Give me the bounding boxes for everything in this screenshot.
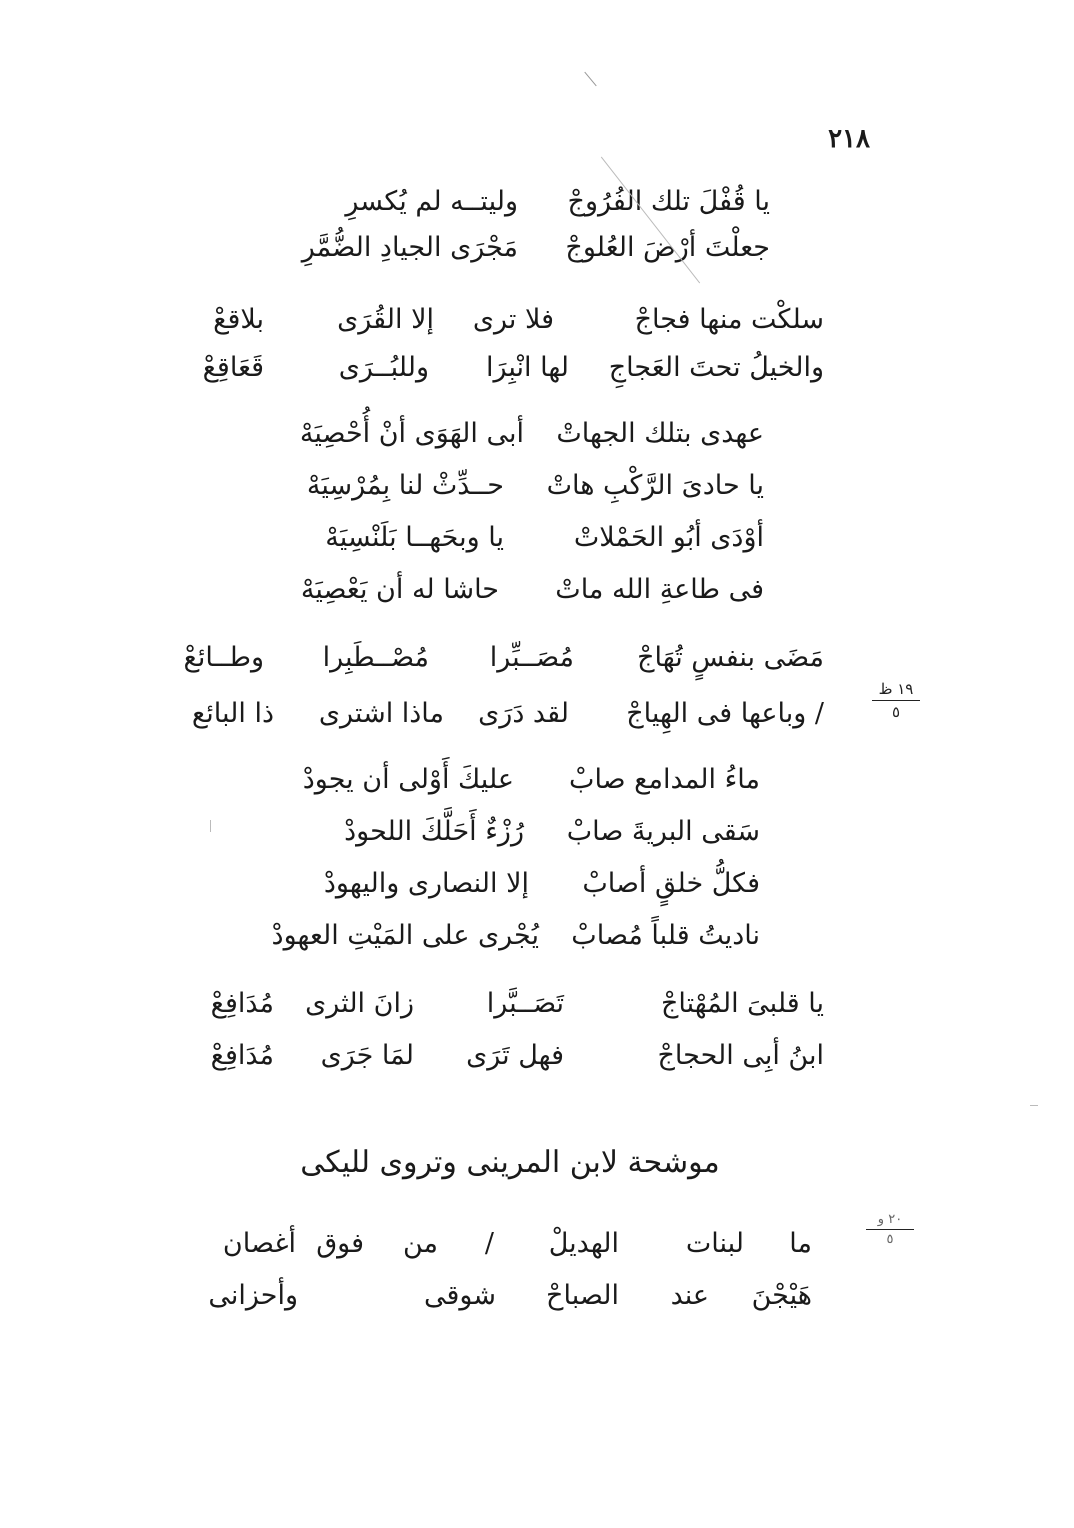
verse-first-half: ناديتُ قلباً مُصابْ <box>571 920 760 951</box>
verse-word: من <box>402 1228 438 1259</box>
verse-first-half: عهدى بتلك الجهاتْ <box>556 418 764 449</box>
margin-note-rule <box>866 1229 914 1230</box>
verse-part: مَضَى بنفسٍ تُهَاجْ <box>637 642 824 673</box>
verse-second-half: وليتــه لم يُكسرِ <box>345 186 518 217</box>
verse-line <box>0 568 1074 612</box>
verse-word: / <box>484 1228 494 1259</box>
verse-first-half: يا حادىَ الرَّكْبِ هاتْ <box>546 470 764 501</box>
verse-part: مُدَافِعْ <box>210 988 274 1019</box>
verse-part: يا قلبىَ المُهْتاجْ <box>661 988 824 1019</box>
verse-second-half: إلا النصارى واليهودْ <box>323 868 529 899</box>
margin-note-bottom: ٥ <box>886 1232 894 1247</box>
verse-part: مُدَافِعْ <box>210 1040 274 1071</box>
verse-line <box>0 412 1074 456</box>
verse-part: ماذا اشترى <box>318 698 444 729</box>
verse-word: أغصان <box>222 1228 296 1259</box>
margin-note-top: ١٩ ظ <box>878 680 914 698</box>
scan-mark <box>210 820 211 832</box>
verse-second-half: يا وبحَهــا بَلَنْسِيَهْ <box>325 522 504 553</box>
verse-line <box>0 226 1074 270</box>
verse-first-half: فكلُّ خلقٍ أصابْ <box>582 868 760 899</box>
section-heading: موشحة لابن المرينى وتروى لليكى <box>300 1145 720 1180</box>
verse-second-half: عليكَ أَوْلى أن يجودْ <box>302 764 514 795</box>
margin-folio-note <box>866 680 926 721</box>
verse-second-half: أبى الهَوَى أنْ أُحْصِيَهْ <box>299 418 524 449</box>
verse-line <box>0 810 1074 854</box>
verse-first-half: يا قُفْلَ تلك الفُرُوجْ <box>567 186 770 217</box>
verse-part: لمَا جَرَى <box>320 1040 414 1071</box>
verse-second-half: حــدِّثْ لنا بِمُرْسِيَهْ <box>306 470 504 501</box>
verse-word: ما <box>789 1228 812 1259</box>
verse-part: فلا ترى <box>472 304 554 335</box>
verse-word: وأحزانى <box>208 1280 298 1311</box>
verse-word: عند <box>670 1280 709 1311</box>
verse-first-half: جعلْتَ أرْضَ العُلوجْ <box>565 232 770 263</box>
scan-mark <box>584 72 596 86</box>
verse-first-half: فى طاعةِ الله ماتْ <box>555 574 764 605</box>
verse-line <box>0 1274 1074 1318</box>
verse-line <box>0 914 1074 958</box>
verse-first-half: أوْدَى أبُو الحَمْلاتْ <box>573 522 764 553</box>
verse-line <box>0 346 1074 390</box>
verse-part: وطــائعْ <box>183 642 264 673</box>
verse-word: فوق <box>316 1228 364 1259</box>
verse-line <box>0 464 1074 508</box>
verse-word: شوقى <box>424 1280 496 1311</box>
verse-part: إلا القُرَى <box>337 304 434 335</box>
verse-line <box>0 758 1074 802</box>
margin-note-bottom: ٥ <box>891 703 901 721</box>
verse-line <box>0 180 1074 224</box>
margin-note-top: ٢٠ و <box>877 1212 903 1227</box>
verse-second-half: مَجْرَى الجيادِ الضُّمَّرِ <box>301 232 518 263</box>
verse-part: / وباعها فى الهِياجْ <box>626 698 824 729</box>
verse-line <box>0 862 1074 906</box>
verse-part: مُصْــطَبِرا <box>322 642 429 673</box>
verse-line <box>0 516 1074 560</box>
verse-part: والخيلُ تحتَ العَجاجِ <box>608 352 824 383</box>
margin-folio-note <box>860 1212 920 1247</box>
verse-second-half: حاشا له أن يَعْصِيَهْ <box>300 574 499 605</box>
verse-line <box>0 636 1074 680</box>
verse-part: ذا البائع <box>191 698 274 729</box>
verse-part: لقد دَرَى <box>478 698 569 729</box>
verse-part: سلكْت منها فجاجْ <box>634 304 824 335</box>
verse-word: الهديلْ <box>548 1228 619 1259</box>
margin-note-rule <box>872 700 920 701</box>
verse-part: تَصَــبَّرا <box>486 988 564 1019</box>
verse-line <box>0 298 1074 342</box>
verse-part: بلاقعْ <box>213 304 264 335</box>
verse-second-half: رُزْءٌ أَحَلَّكَ اللحودْ <box>344 816 524 847</box>
verse-part: فهل تَرَى <box>466 1040 564 1071</box>
verse-part: زانَ الثرى <box>305 988 414 1019</box>
verse-part: قَعَاقِعْ <box>202 352 264 383</box>
verse-part: لها انْبِرَا <box>485 352 569 383</box>
verse-first-half: سَقى البريةَ صابْ <box>566 816 760 847</box>
verse-second-half: يُجْرى على المَيْتِ العهودْ <box>271 920 539 951</box>
verse-first-half: ماءُ المدامع صابْ <box>569 764 760 795</box>
verse-line <box>0 1034 1074 1078</box>
verse-word: هَيْجْنَ <box>751 1280 812 1311</box>
verse-part: ابنُ أبِى الحجاجْ <box>657 1040 824 1071</box>
verse-line <box>0 982 1074 1026</box>
verse-part: مُصَــبِّرا <box>489 642 574 673</box>
verse-word: الصباحْ <box>546 1280 619 1311</box>
page-number: ٢١٨ <box>828 124 870 154</box>
verse-word: لبنات <box>685 1228 744 1259</box>
verse-part: وللبُــرَى <box>338 352 429 383</box>
scan-mark <box>1030 1105 1038 1106</box>
